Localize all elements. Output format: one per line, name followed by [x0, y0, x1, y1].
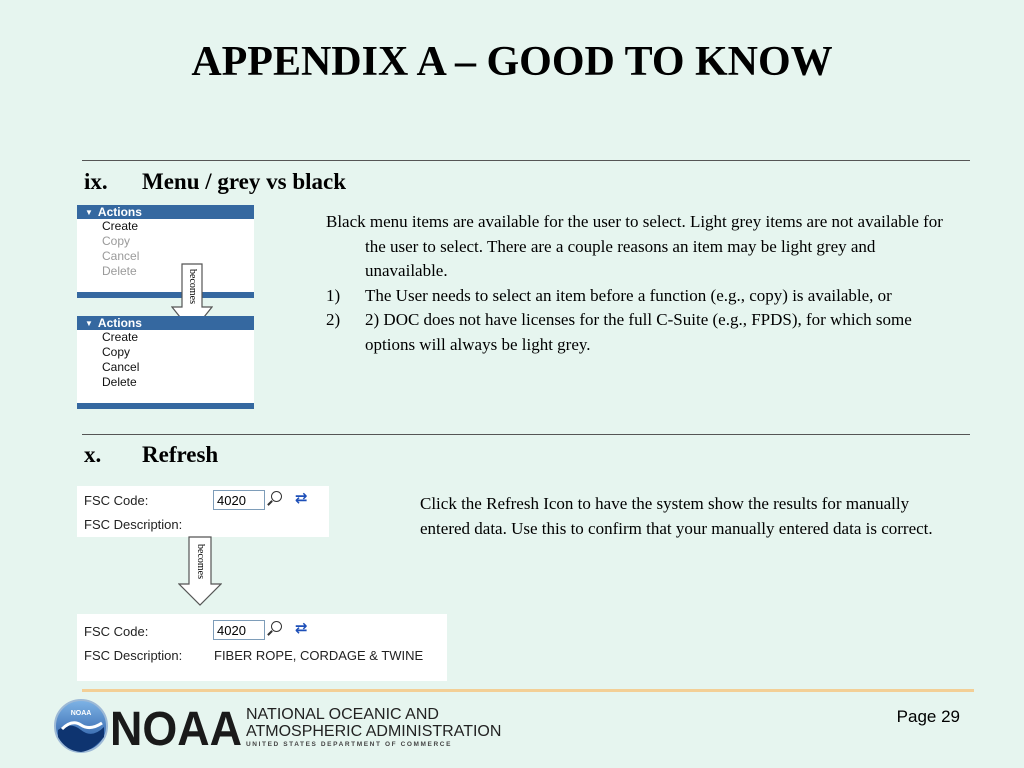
- menu-footer-bar: [77, 403, 254, 409]
- menu-header: [77, 205, 254, 219]
- fsc-after-screenshot: [77, 614, 447, 681]
- org-name-line1: NATIONAL OCEANIC AND: [246, 706, 439, 723]
- section-x-number: x.: [84, 442, 102, 467]
- list-marker: 1): [326, 285, 341, 305]
- becomes-arrow: [178, 536, 222, 606]
- section-ix-intro: Black menu items are available for the user to select. Light grey items are not available for the user to select. There are a couple reasons an item may be light grey and unavailable.: [326, 212, 943, 280]
- caret-down-icon: ▼: [85, 319, 93, 328]
- refresh-description: Click the Refresh Icon to have the system show the results for manually entered data. Use this to confirm that your manually entered data is correct.: [420, 494, 933, 538]
- list-item: [326, 308, 956, 357]
- slide-title: APPENDIX A – GOOD TO KNOW: [191, 39, 833, 85]
- fsc-description-label: FSC Description:: [84, 517, 183, 532]
- section-ix-heading: [84, 169, 346, 195]
- org-name-line2: ATMOSPHERIC ADMINISTRATION: [246, 723, 502, 740]
- menu-item-create: Create: [102, 330, 139, 344]
- menu-item-delete: Delete: [102, 375, 137, 389]
- list-text: The User needs to select an item before a function (e.g., copy) is available, or: [365, 285, 892, 305]
- menu-footer-bar: [77, 292, 254, 298]
- becomes-label: becomes: [194, 543, 206, 579]
- caret-down-icon: ▼: [85, 208, 93, 217]
- menu-after-screenshot: [77, 316, 254, 409]
- refresh-icon[interactable]: ⇄: [295, 490, 308, 507]
- list-marker: 2): [326, 310, 341, 329]
- menu-item-create: Create: [102, 219, 139, 233]
- fsc-before-screenshot: [77, 486, 329, 537]
- divider: [82, 434, 970, 435]
- section-ix-body: [326, 210, 956, 357]
- menu-item-copy: Copy: [102, 345, 131, 359]
- noaa-wordmark: NOAA: [110, 703, 242, 755]
- fsc-code-label: FSC Code:: [84, 493, 149, 508]
- becomes-label: becomes: [186, 268, 198, 304]
- noaa-logo: [52, 697, 522, 760]
- noaa-seal-text: NOAA: [70, 710, 92, 717]
- page-number: Page 29: [896, 707, 960, 726]
- org-name-line3: UNITED STATES DEPARTMENT OF COMMERCE: [246, 741, 453, 748]
- list-text: 2) DOC does not have licenses for the full C-Suite (e.g., FPDS), for which some options will always be light grey.: [365, 310, 912, 354]
- fsc-code-input[interactable]: 4020: [213, 620, 265, 640]
- fsc-description-label: FSC Description:: [84, 648, 183, 663]
- menu-header: [77, 316, 254, 330]
- section-ix-title: Menu / grey vs black: [142, 169, 347, 194]
- section-x-title: Refresh: [142, 442, 219, 467]
- menu-header-label: Actions: [97, 205, 142, 219]
- divider: [82, 160, 970, 161]
- section-ix-number: ix.: [84, 169, 108, 194]
- menu-before-screenshot: [77, 205, 254, 298]
- menu-item-cancel: Cancel: [102, 360, 140, 374]
- section-x-heading: [84, 442, 218, 468]
- fsc-code-input[interactable]: 4020: [213, 490, 265, 510]
- fsc-code-label: FSC Code:: [84, 624, 149, 639]
- list-item: [326, 284, 956, 309]
- fsc-description-value: FIBER ROPE, CORDAGE & TWINE: [214, 648, 424, 663]
- menu-header-label: Actions: [97, 316, 142, 330]
- menu-item-delete: Delete: [102, 264, 137, 278]
- footer-rule: [82, 689, 974, 692]
- menu-item-copy: Copy: [102, 234, 131, 248]
- menu-item-cancel: Cancel: [102, 249, 140, 263]
- refresh-icon[interactable]: ⇄: [295, 620, 308, 637]
- search-icon[interactable]: [271, 621, 282, 632]
- search-icon[interactable]: [271, 491, 282, 502]
